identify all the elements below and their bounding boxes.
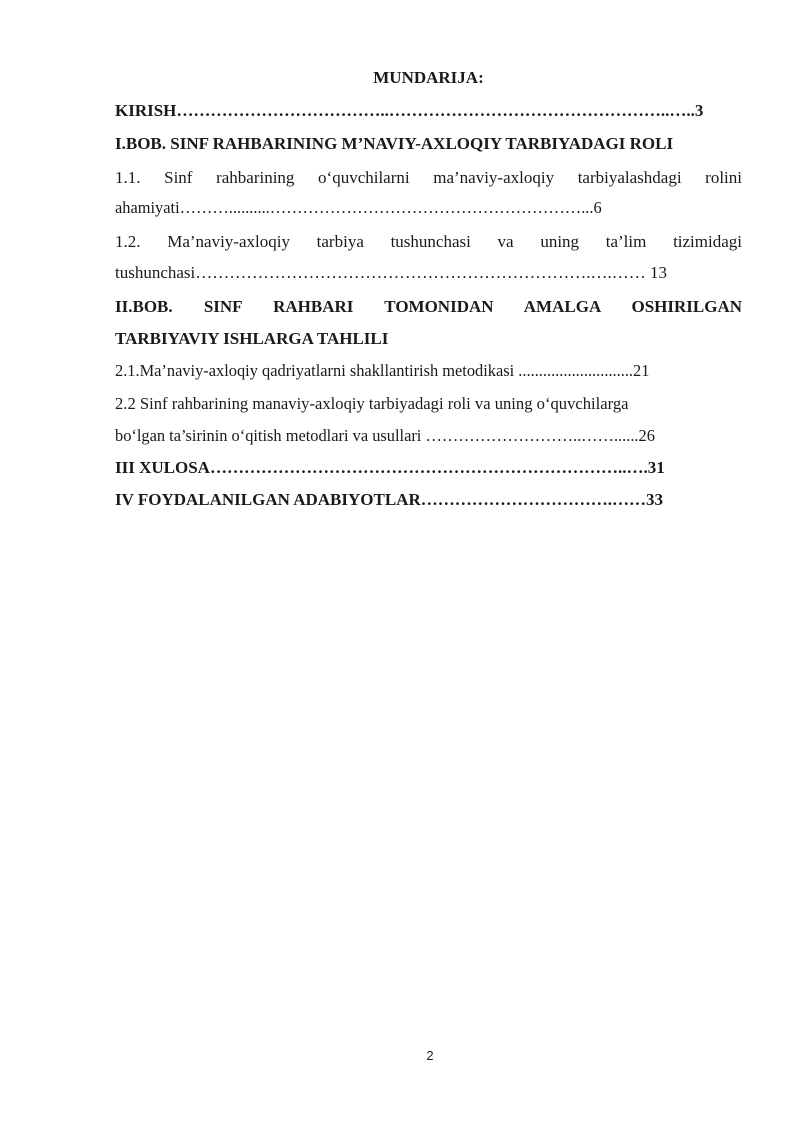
toc-entry-kirish: KIRISH………………………………..…………………………………………..…..3 [115, 101, 704, 120]
toc-entry-2-2-line-2: bo‘lgan ta’sirinin o‘qitish metodlari va usullari ………………………..……......26 [115, 426, 655, 445]
toc-entry-1-2-line-1: 1.2. Ma’naviy-axloqiy tarbiya tushunchasi va uning ta’lim tizimidagi [115, 232, 742, 251]
toc-entry-xulosa: III XULOSA………………………………………………………………..….31 [115, 458, 665, 477]
toc-entry-chapter-1: I.BOB. SINF RAHBARINING M’NAVIY-AXLOQIY TARBIYADAGI ROLI [115, 134, 674, 153]
toc-entry-1-2-line-2: tushunchasi…………………………………………………………….….…… 13 [115, 263, 668, 282]
toc-entry-2-1: 2.1.Ma’naviy-axloqiy qadriyatlarni shakllantirish metodikasi ............................21 [115, 361, 650, 380]
toc-title: MUNDARIJA: [373, 68, 484, 87]
toc-entry-chapter-2-line-1: II.BOB. SINF RAHBARI TOMONIDAN AMALGA OSHIRILGAN [115, 297, 742, 316]
toc-entry-1-1-line-2: ahamiyati………..........…………………………………………………...6 [115, 198, 602, 217]
toc-entry-adabiyotlar: IV FOYDALANILGAN ADABIYOTLAR…………………………….……33 [115, 490, 663, 509]
toc-entry-chapter-2-line-2: TARBIYAVIY ISHLARGA TAHLILI [115, 329, 389, 348]
toc-entry-2-2-line-1: 2.2 Sinf rahbarining manaviy-axloqiy tarbiyadagi roli va uning o‘quvchilarga [115, 394, 629, 413]
toc-entry-1-1-line-1: 1.1. Sinf rahbarining o‘quvchilarni ma’naviy-axloqiy tarbiyalashdagi rolini [115, 168, 742, 187]
page-number: 2 [426, 1048, 434, 1063]
